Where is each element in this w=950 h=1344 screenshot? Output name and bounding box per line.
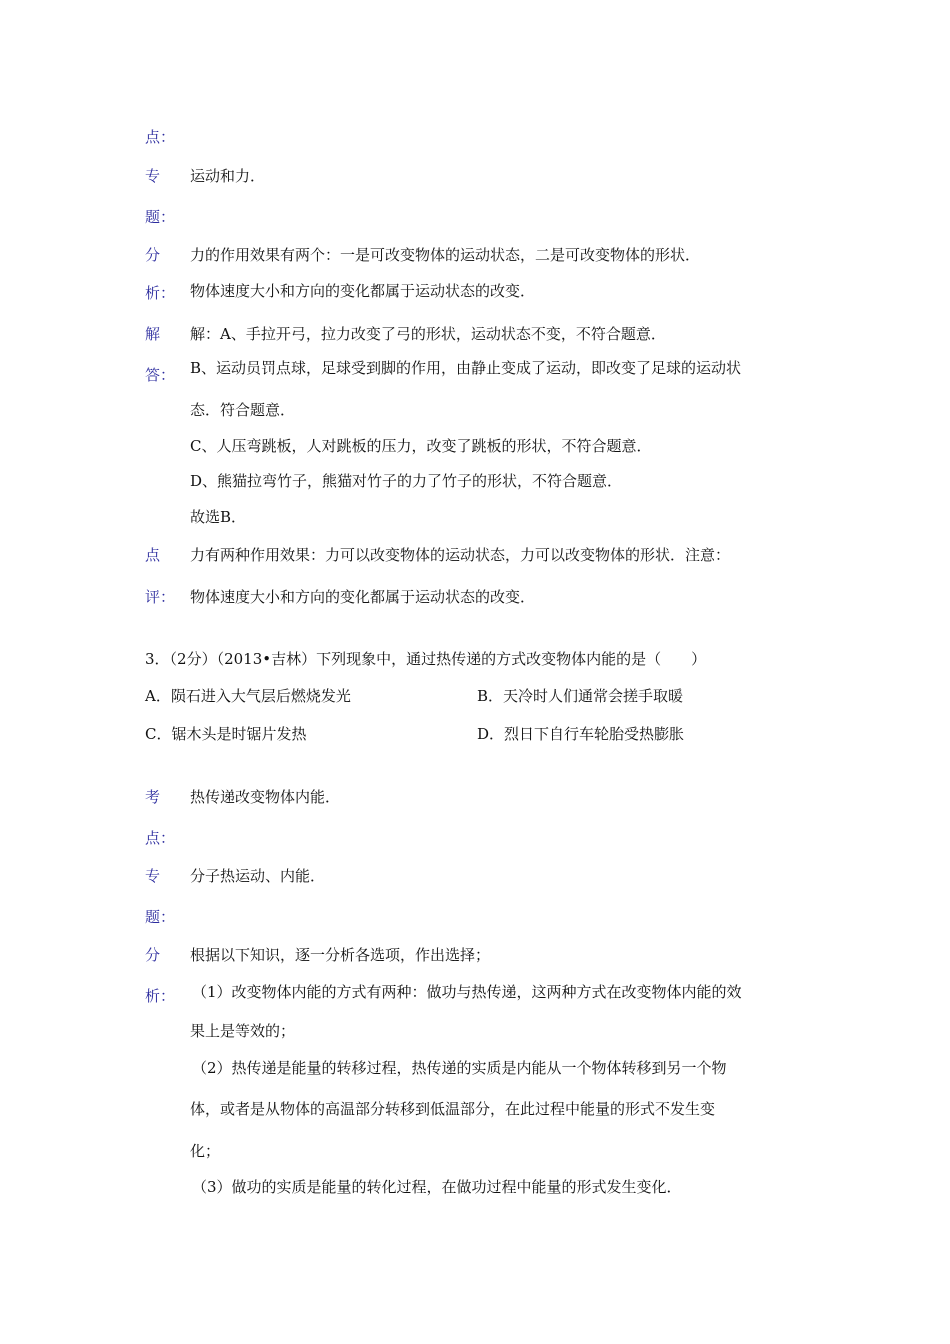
label-da: 答： <box>145 366 176 384</box>
label-ti: 题： <box>145 908 176 926</box>
jieda-line: C、人压弯跳板，人对跳板的压力，改变了跳板的形状，不符合题意． <box>190 437 652 455</box>
fenxi-line: 根据以下知识，逐一分析各选项，作出选择； <box>190 946 491 964</box>
zhuanti-text: 分子热运动、内能． <box>190 867 326 885</box>
fenxi-line: 体，或者是从物体的高温部分转移到低温部分，在此过程中能量的形式不发生变 <box>190 1100 716 1118</box>
option-a: A．陨石进入大气层后燃烧发光 <box>145 687 351 705</box>
fenxi-line: （3）做功的实质是能量的转化过程，在做功过程中能量的形式发生变化． <box>192 1178 682 1196</box>
label-xi: 析： <box>145 284 176 302</box>
dianping-line: 物体速度大小和方向的变化都属于运动状态的改变． <box>190 588 536 606</box>
fenxi-line: （2）热传递是能量的转移过程，热传递的实质是内能从一个物体转移到另一个物 <box>192 1059 727 1077</box>
jieda-line: D、熊猫拉弯竹子，熊猫对竹子的力了竹子的形状，不符合题意． <box>190 472 623 490</box>
label-dian: 点： <box>145 128 176 146</box>
jieda-line: B、运动员罚点球，足球受到脚的作用，由静止变成了运动，即改变了足球的运动状 <box>190 359 742 377</box>
kaodian-text: 热传递改变物体内能． <box>190 788 341 806</box>
label-kao: 考 <box>145 788 161 806</box>
label-fen: 分 <box>145 246 161 264</box>
jieda-line: 解：A、手拉开弓，拉力改变了弓的形状，运动状态不变，不符合题意． <box>190 325 666 343</box>
jieda-line: 态．符合题意． <box>190 401 296 419</box>
label-zhuan: 专 <box>145 867 161 885</box>
label-dian: 点： <box>145 829 176 847</box>
fenxi-line: （1）改变物体内能的方式有两种：做功与热传递，这两种方式在改变物体内能的效 <box>192 983 742 1001</box>
jieda-line: 故选B． <box>190 508 247 526</box>
fenxi-line: 化； <box>190 1142 221 1160</box>
label-dian2: 点 <box>145 546 161 564</box>
label-jie: 解 <box>145 325 161 343</box>
fenxi-line: 物体速度大小和方向的变化都属于运动状态的改变． <box>190 282 536 300</box>
option-c: C．锯木头是时锯片发热 <box>145 725 307 743</box>
zhuanti-text: 运动和力． <box>190 167 266 185</box>
label-zhuan: 专 <box>145 167 161 185</box>
option-b: B．天冷时人们通常会搓手取暖 <box>477 687 684 705</box>
option-d: D．烈日下自行车轮胎受热膨胀 <box>477 725 685 743</box>
label-ti: 题： <box>145 208 176 226</box>
dianping-line: 力有两种作用效果：力可以改变物体的运动状态，力可以改变物体的形状．注意： <box>190 546 731 564</box>
label-ping: 评： <box>145 588 176 606</box>
question-stem: 3．（2分）（2013•吉林）下列现象中，通过热传递的方式改变物体内能的是（ ） <box>145 650 707 668</box>
fenxi-line: 果上是等效的； <box>190 1022 296 1040</box>
fenxi-line: 力的作用效果有两个：一是可改变物体的运动状态，二是可改变物体的形状． <box>190 246 701 264</box>
label-xi: 析： <box>145 987 176 1005</box>
label-fen: 分 <box>145 946 161 964</box>
